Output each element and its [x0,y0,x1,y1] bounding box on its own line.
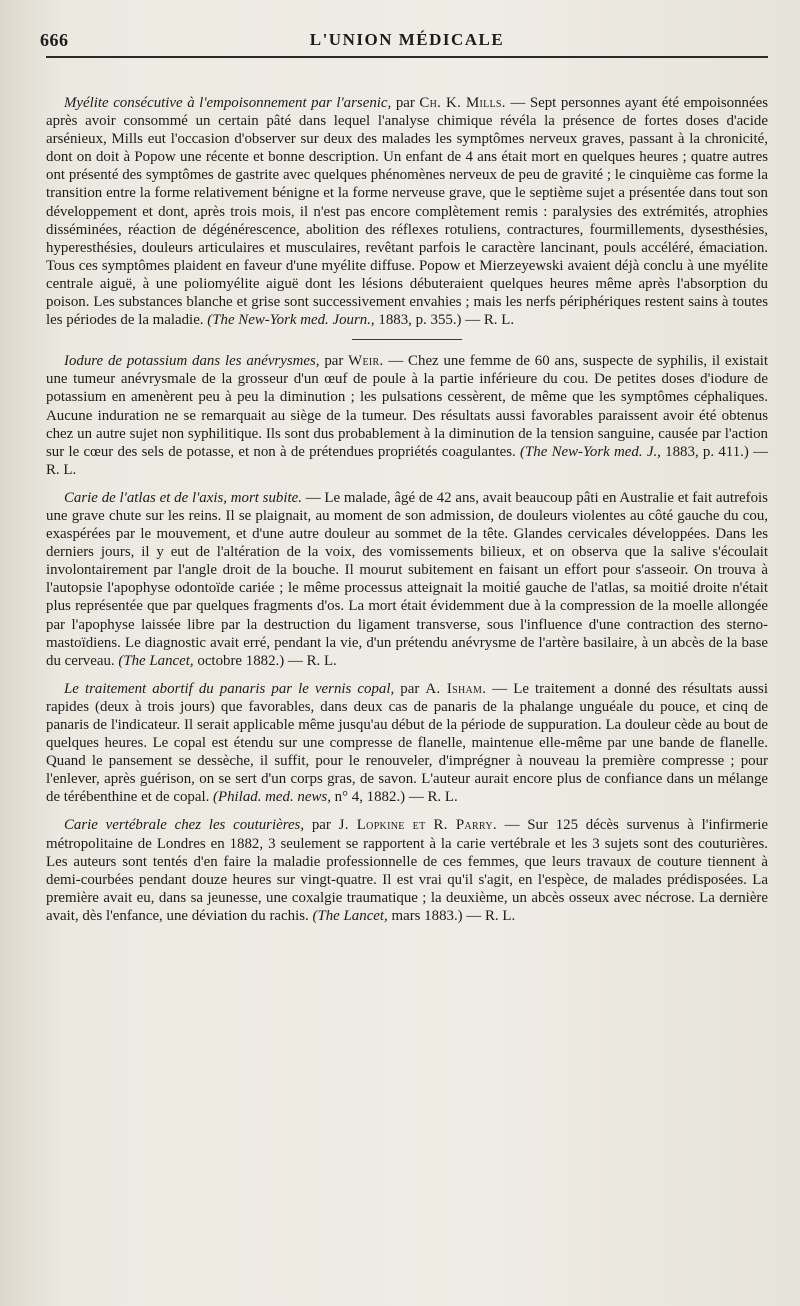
page-number: 666 [40,30,69,50]
article-citation-details: 1883, p. 411.) — [665,443,768,460]
article-author-prefix: par [311,817,331,834]
article-citation-details: mars 1883.) — [391,907,482,924]
article-signature: R. L. [306,652,337,669]
article-citation: (The New-York med. Journ., [207,312,375,329]
article-citation: (The New-York med. J., [520,443,661,460]
article-heading: Carie vertébrale chez les couturières, [64,817,305,834]
article-author-prefix: par [400,680,420,697]
article-signature: R. L. [46,461,77,478]
article-signature: R. L. [485,907,516,924]
article-citation: (The Lancet, [312,907,388,924]
article-author-prefix: par [324,353,344,370]
article-author: A. Isham. [425,680,487,697]
article-author: J. Lopkine et R. Parry. [338,817,497,834]
article-body: — Sur 125 décès survenus à l'infirmerie métropolitaine de Londres en 1882, 3 seulement se rapportent à la carie vertébrale et les 3 sujets sont des couturières. Les auteurs sont tentés d'en faire la maladie professionnelle de ces femmes, que leurs travaux de couture tiennent à demi-courbées pendant douze heures sur vingt-quatre. Il est vrai qu'il s'agit, en l'espèce, de malades prédisposées. La première avait eu, dans sa jeunesse, une coxalgie traumatique ; la deuxième, un abcès osseux avec nécrose. La dernière avait, dès l'enfance, une déviation du rachis. [46,817,768,924]
article-citation-details: n° 4, 1882.) — [334,789,424,806]
article-author: Ch. K. Mills. [419,95,506,111]
article-separator [352,339,462,340]
running-head [40,26,768,58]
article-citation: (Philad. med. news, [213,789,331,806]
article-heading: Carie de l'atlas et de l'axis, mort subite. [64,489,302,506]
journal-title: L'UNION MÉDICALE [309,30,505,49]
article-panaris [46,680,768,807]
article-myelite [46,94,768,329]
article-signature: R. L. [483,312,515,329]
article-list [46,94,768,925]
article-body: — Le traitement a donné des résultats aussi rapides (deux à trois jours) que favorables, dans deux cas de panaris de la phalange unguéale du pouce, et cinq de panaris de l'indicateur. Il serait applicable même jusqu'au début de la période de suppuration. La douleur cède au bout de quelques heures. Le copal est étendu sur une compresse de flanelle, maintenue elle-même par une bande de flanelle. Quand le pansement se dessèche, il suffit, pour le renouveler, d'imprégner à nouveau la première compresse ; pour l'enlever, après guérison, on se sert d'un corps gras, de savon. L'auteur aurait encore plus de confiance dans un mélange de térébenthine et de copal. [46,680,768,806]
article-heading: Iodure de potassium dans les anévrysmes, [64,353,320,370]
article-heading: Myélite consécutive à l'empoisonnement par l'arsenic, [64,95,392,111]
article-iodure [46,352,768,479]
article-citation: (The Lancet, [118,652,194,669]
article-carie-vertebrale [46,816,768,925]
article-heading: Le traitement abortif du panaris par le vernis copal, [64,680,395,697]
article-author: Weir. [348,353,384,370]
article-signature: R. L. [427,789,458,806]
article-body: — Chez une femme de 60 ans, suspecte de syphilis, il existait une tumeur anévrysmale de la grosseur d'un œuf de poule à la partie inférieure du cou. De petites doses d'iodure de potassium en amenèrent peu à peu la diminution ; les pulsations cessèrent, de même que les symptômes céphaliques. Aucune induration ne se remarquait au siège de la tumeur. Des résultats aussi favorables paraissent avoir été obtenus chez un autre sujet non syphilitique. Ils sont dus probablement à la diminution de la tension sanguine, causée par l'action sur le cœur des sels de potasse, et non à de prétendues propriétés coagulantes. [46,353,768,460]
article-body: — Sept personnes ayant été empoisonnées après avoir consommé un certain pâté dans lequel l'analyse chimique révéla la présence de fortes doses d'acide arsénieux, Mills eut l'occasion d'observer sur deux des malades les symptômes nerveux graves, passant à la chronicité, dont on doit à Popow une récente et bonne description. Un enfant de 4 ans était mort en quelques heures ; quatre autres ont présenté des symptômes de gastrite avec quelques phénomènes nerveux de peu de gravité ; le cinquième cas forme la transition entre la forme relativement bénigne et la forme nerveuse grave, que le septième sujet a présentée dans tout son développement et dont, après trois mois, il n'est pas encore complètement remis : paralysies des extrémités, atrophies disséminées, réaction de dégénérescence, abolition des réflexes rotuliens, contractures, fourmillements, dysesthésies, hyperesthésies, douleurs articulaires et musculaires, revêtant parfois le caractère lancinant, pouls accéléré, émaciation. Tous ces symptômes plaident en faveur d'une myélite diffuse. Popow et Mierzeyewski avaient déjà conclu à une myélite centrale aiguë, à une poliomyélite aiguë dont les lésions débuteraient quelques heures même après l'absorption du poison. Les substances blanche et grise sont successivement envahies ; mais les nerfs périphériques restent sains à toutes les périodes de la maladie. [46,95,768,329]
article-body: — Le malade, âgé de 42 ans, avait beaucoup pâti en Australie et fait autrefois une grave chute sur les reins. Il se plaignait, au moment de son admission, de douleurs violentes au côté gauche du cou, exaspérées par le mouvement, et d'une autre douleur au sommet de la tête. Glandes cervicales développées. Dans les derniers jours, il y eut de l'altération de la voix, des vomissements bilieux, et on observa que la salive s'écoulait involontairement par l'angle droit de la bouche. Il mourut subitement en faisant un effort pour s'asseoir. On trouva à l'autopsie l'apophyse odontoïde cariée ; le même processus atteignait la moitié gauche de l'atlas, sa moitié droite n'était plus représentée que par quelques fragments d'os. La mort était évidemment due à la compression de la moelle allongée par l'apophyse laissée libre par la destruction du ligament transverse, sous l'influence d'une contraction des sterno-mastoïdiens. Le diagnostic avait erré, pendant la vie, d'un prétendu anévrysme de l'artère basilaire, à un abcès de la base du cerveau. [46,489,768,669]
article-author-prefix: par [395,95,415,111]
article-citation-details: 1883, p. 355.) — [378,312,481,329]
article-citation-details: octobre 1882.) — [197,652,303,669]
article-carie-atlas [46,489,768,670]
